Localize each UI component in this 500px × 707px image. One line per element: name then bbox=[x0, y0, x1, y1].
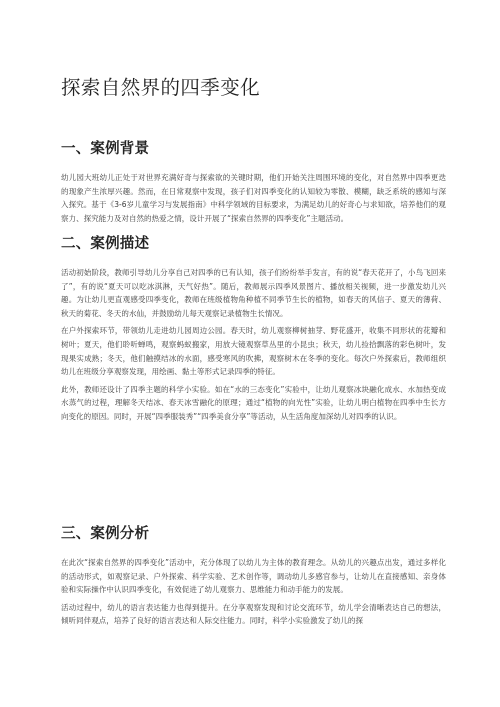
paragraph: 幼儿园大班幼儿正处于对世界充满好奇与探索欲的关键时期，他们开始关注周围环境的变化，对自然界中四季更迭的现象产生浓厚兴趣。然而，在日常观察中发现，孩子们对四季变化的认知较为零散、模糊，缺乏系统的感知与深入探究。基于《3-6岁儿童学习与发展指南》中科学领域的目标要求，为满足幼儿的好奇心与求知欲，培养他们的观察力、探究能力及对自然的热爱之情，设计开展了“探索自然界的四季变化”主题活动。 bbox=[61, 173, 446, 223]
paragraph: 活动过程中，幼儿的语言表达能力也得到提升。在分享观察发现和讨论交流环节，幼儿学会清晰表达自己的想法，倾听同伴观点，培养了良好的语言表达和人际交往能力。同时，科学小实验激发了幼儿的探 bbox=[61, 602, 446, 626]
section-heading: 二、案例描述 bbox=[61, 236, 150, 252]
paragraph: 活动初始阶段，教师引导幼儿分享自己对四季的已有认知，孩子们纷纷举手发言，有的说“春天花开了，小鸟飞回来了”，有的说“夏天可以吃冰淇淋，天气好热”。随后，教师展示四季风景图片、播放相关视频，进一步激发幼儿兴趣。为让幼儿更直观感受四季变化，教师在班级植物角种植不同季节生长的植物，如春天的风信子、夏天的薄荷、秋天的菊花、冬天的水仙，并鼓励幼儿每天观察记录植物生长情况。 bbox=[61, 268, 446, 318]
section-heading: 三、案例分析 bbox=[61, 526, 150, 542]
document-title: 探索自然界的四季变化 bbox=[61, 76, 261, 99]
section-case-description bbox=[61, 232, 446, 428]
paragraph: 在户外探索环节，带领幼儿走进幼儿园周边公园。春天时，幼儿观察柳树抽芽、野花盛开，收集不同形状的花瓣和树叶；夏天，他们聆听蝉鸣，观察蚂蚁搬家，用放大镜观察草丛里的小昆虫；秋天，幼儿捡拾飘落的彩色树叶，发现果实成熟；冬天，他们触摸结冰的水面，感受寒风的吹拂，观察树木在冬季的变化。每次户外探索后，教师组织幼儿在班级分享观察发现，用绘画、黏土等形式记录四季的特征。 bbox=[61, 326, 446, 377]
paragraph: 此外，教师还设计了四季主题的科学小实验。如在“水的三态变化”实验中，让幼儿观察冰块融化成水、水加热变成水蒸气的过程，理解冬天结冰、春天冰雪融化的原理；通过“植物的向光性”实验，让幼儿明白植物在四季中生长方向变化的原因。同时，开展“四季服装秀”“四季美食分享”等活动，从生活角度加深幼儿对四季的认识。 bbox=[61, 384, 446, 421]
section-case-analysis bbox=[61, 522, 446, 632]
paragraph: 在此次“探索自然界的四季变化”活动中，充分体现了以幼儿为主体的教育理念。从幼儿的兴趣点出发，通过多样化的活动形式，如观察记录、户外探索、科学实验、艺术创作等，调动幼儿多感官参与，让幼儿在直接感知、亲身体验和实际操作中认识四季变化，有效促进了幼儿观察力、思维能力和动手能力的发展。 bbox=[61, 558, 446, 595]
section-heading: 一、案例背景 bbox=[61, 141, 150, 157]
section-case-background bbox=[61, 137, 446, 229]
